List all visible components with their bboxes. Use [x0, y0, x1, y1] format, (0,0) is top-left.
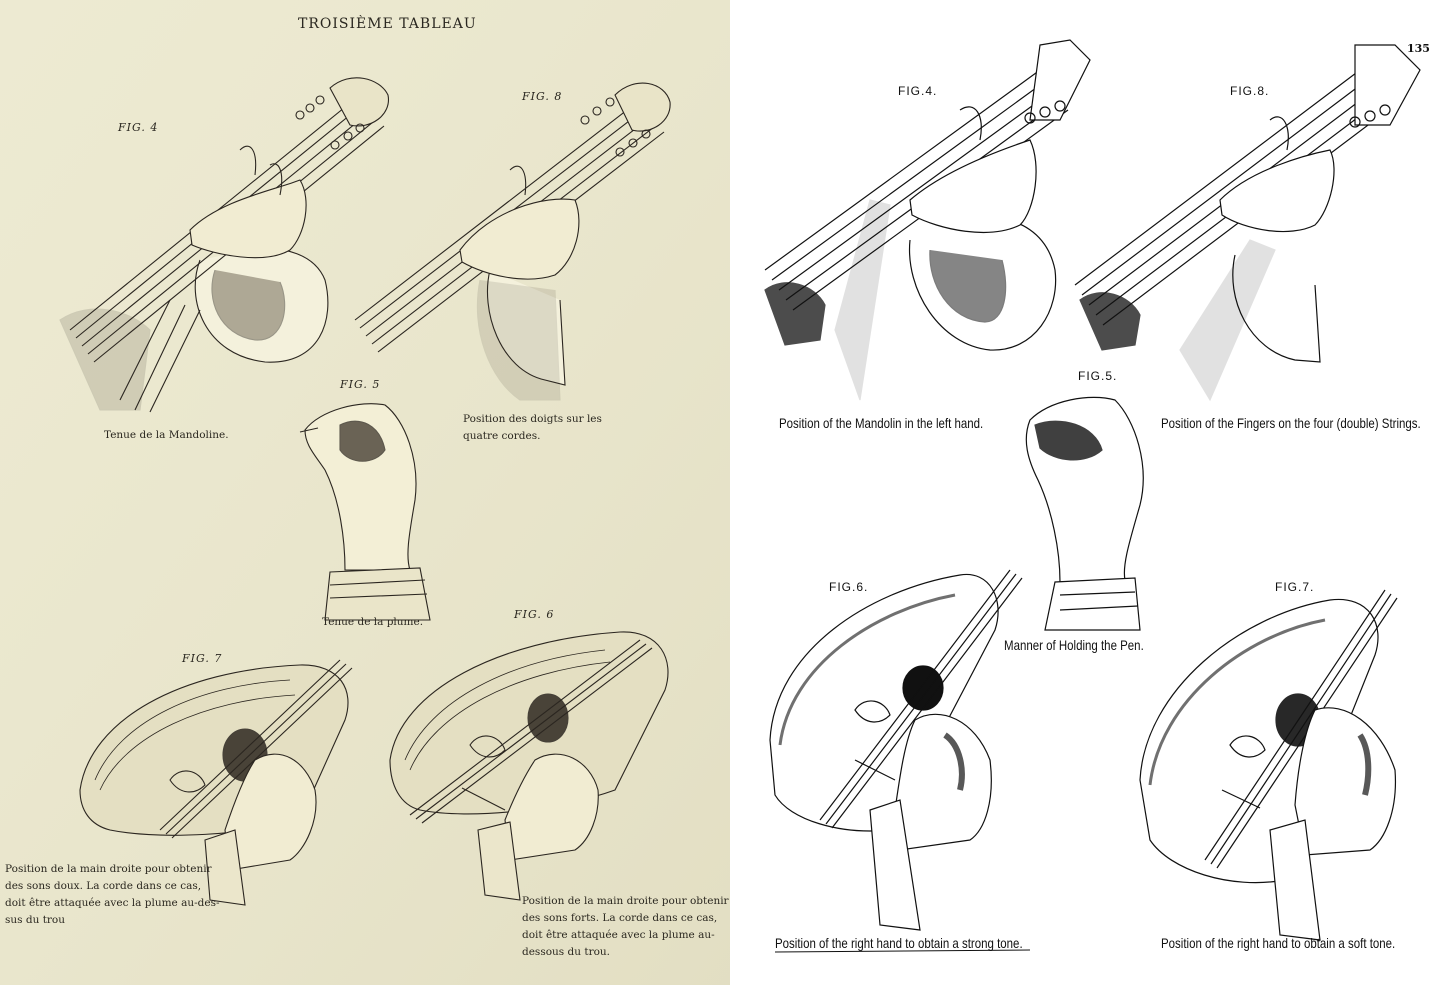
fig7-engraving-right [1140, 590, 1397, 940]
fig6-engraving-right [770, 570, 1022, 930]
fig5-caption-right: Manner of Holding the Pen. [1004, 637, 1144, 653]
caption-line: des sons forts. La corde dans ce cas, [522, 912, 718, 924]
fig7-label-right: FIG.7. [1275, 580, 1315, 594]
right-page-english-plate [730, 0, 1451, 985]
fig7-label-left: FIG. 7 [182, 652, 223, 665]
fig8-label-left: FIG. 8 [522, 90, 563, 103]
fig8-engraving-right [1075, 45, 1420, 400]
caption-line: des sons doux. La corde dans ce cas, [5, 880, 202, 892]
fig4-caption-right: Position of the Mandolin in the left hand. [779, 415, 984, 431]
caption-line: Position des doigts sur les [463, 413, 602, 425]
fig5-engraving-right [1026, 397, 1143, 630]
caption-line: Position de la main droite pour obtenir [5, 863, 212, 875]
fig8-caption-right: Position of the Fingers on the four (double) Strings. [1161, 415, 1421, 431]
fig4-caption-left: Tenue de la Mandoline. [104, 429, 229, 441]
fig6-label-right: FIG.6. [829, 580, 869, 594]
caption-line: doit être attaquée avec la plume au-des- [5, 897, 220, 909]
fig6-caption-left [522, 893, 729, 961]
fig4-label-right: FIG.4. [898, 84, 938, 98]
fig8-caption-left [463, 411, 602, 445]
right-plate-engravings [730, 0, 1451, 985]
plate-heading: TROISIÈME TABLEAU [298, 16, 477, 32]
fig4-label-left: FIG. 4 [118, 121, 159, 134]
fig7-caption-left [5, 861, 220, 929]
page-number: 135 [1407, 42, 1430, 55]
fig6-caption-right: Position of the right hand to obtain a strong tone. [775, 935, 1023, 951]
fig6-label-left: FIG. 6 [514, 608, 555, 621]
fig7-caption-right: Position of the right hand to obtain a soft tone. [1161, 935, 1396, 951]
fig5-label-right: FIG.5. [1078, 369, 1118, 383]
fig5-label-left: FIG. 5 [340, 378, 381, 391]
fig8-label-right: FIG.8. [1230, 84, 1270, 98]
fig5-caption-left: Tenue de la plume. [322, 616, 424, 628]
caption-line: sus du trou [5, 914, 66, 926]
caption-line: doit être attaquée avec la plume au- [522, 929, 715, 941]
caption-line: quatre cordes. [463, 430, 541, 442]
caption-line: dessous du trou. [522, 946, 611, 958]
caption-line: Position de la main droite pour obtenir [522, 895, 729, 907]
